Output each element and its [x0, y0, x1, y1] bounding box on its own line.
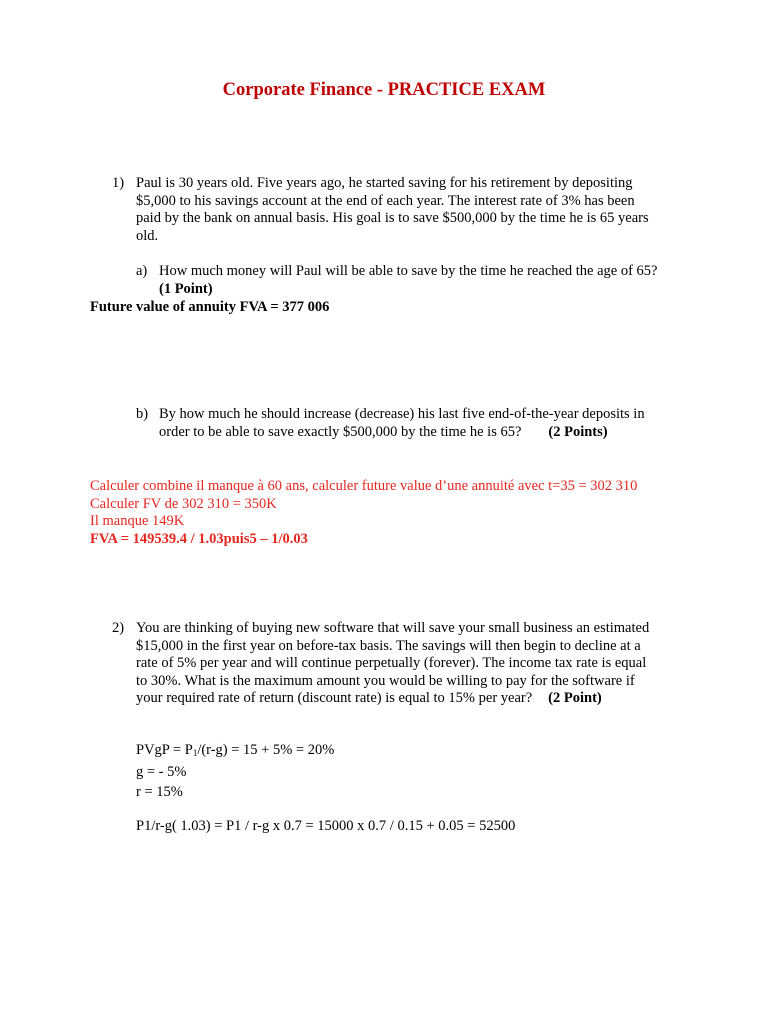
question-2-number: 2): [112, 620, 125, 636]
question-1b-points: (2 Points): [548, 424, 608, 440]
question-1-line: Paul is 30 years old. Five years ago, he started saving for his retirement by depositing: [136, 175, 633, 191]
answer-2-pvgp: [136, 742, 334, 760]
question-2-last-line-text: your required rate of return (discount rate) is equal to 15% per year?: [136, 690, 533, 706]
question-2-line: $15,000 in the first year on before-tax basis. The savings will then begin to decline at a: [136, 637, 641, 654]
question-1b-line: By how much he should increase (decrease) his last five end-of-the-year deposits in: [159, 406, 645, 422]
question-2-last-line: [136, 690, 602, 708]
answer-2-final: P1/r-g( 1.03) = P1 / r-g x 0.7 = 15000 x 0.7 / 0.15 + 0.05 = 52500: [136, 818, 516, 834]
question-2-line: You are thinking of buying new software that will save your small business an estimated: [136, 620, 650, 636]
question-1-line: $5,000 to his savings account at the end of each year. The interest rate of 3% has been: [136, 192, 635, 209]
answer-1b-line: Calculer combine il manque à 60 ans, calculer future value d’une annuité avec t=35 = 302 310: [90, 478, 638, 494]
question-1a-answer: Future value of annuity FVA = 377 006: [90, 299, 330, 315]
question-1b-label: b): [136, 406, 149, 422]
answer-1b-line: Il manque 149K: [90, 513, 185, 529]
question-2-line: to 30%. What is the maximum amount you would be willing to pay for the software if: [136, 672, 635, 689]
page-title: Corporate Finance - PRACTICE EXAM: [222, 80, 546, 100]
question-1b-line: [159, 424, 608, 442]
question-1-line: paid by the bank on annual basis. His goal is to save $500,000 by the time he is 65 years: [136, 210, 649, 226]
answer-2-g: g = - 5%: [136, 764, 187, 780]
question-1a-text: How much money will Paul will be able to save by the time he reached the age of 65?: [159, 263, 658, 279]
question-1-line: old.: [136, 227, 159, 244]
answer-1b-formula: FVA = 149539.4 / 1.03puis5 – 1/0.03: [90, 531, 308, 547]
question-1a-points: (1 Point): [159, 281, 213, 297]
answer-2-pvgp-subscript: 1: [192, 748, 198, 758]
question-2-points: (2 Point): [548, 690, 602, 706]
question-2-line: rate of 5% per year and will continue perpetually (forever). The income tax rate is equal: [136, 655, 647, 671]
answer-2-pvgp-prefix: PVgP = P: [136, 742, 193, 758]
answer-2-pvgp-suffix: /(r-g) = 15 + 5% = 20%: [197, 742, 335, 758]
question-1b-line2-text: order to be able to save exactly $500,000 by the time he is 65?: [159, 424, 522, 440]
question-1a-label: a): [136, 263, 148, 279]
answer-1b-line: Calculer FV de 302 310 = 350K: [90, 495, 277, 512]
answer-2-r: r = 15%: [136, 784, 183, 800]
question-1-number: 1): [112, 175, 125, 191]
